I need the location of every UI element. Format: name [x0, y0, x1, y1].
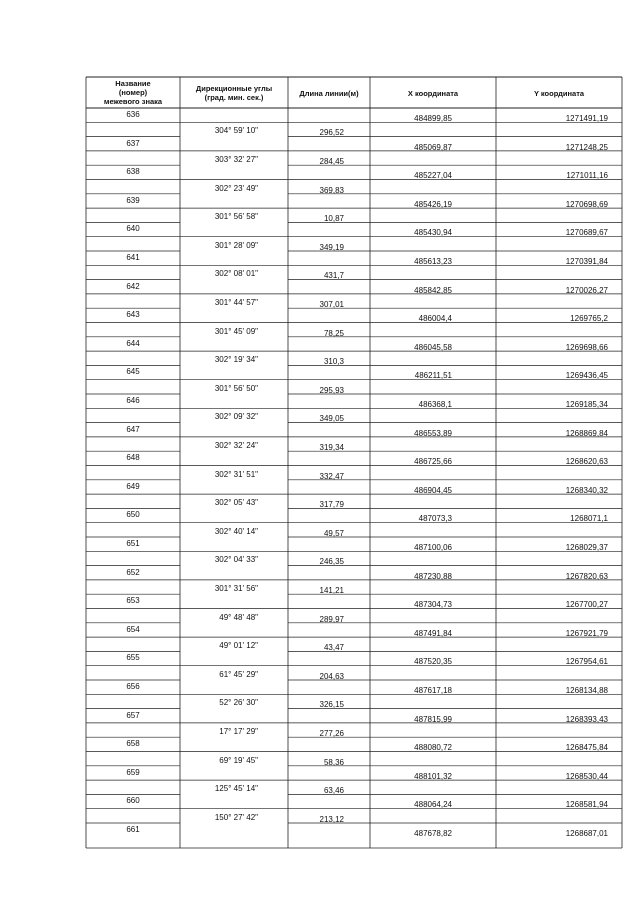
direction-angle: 301° 31' 56" [214, 583, 258, 593]
point-name: 643 [126, 310, 140, 320]
point-name: 646 [126, 396, 140, 405]
line-length: 10,87 [323, 214, 344, 224]
direction-angle: 302° 19' 34" [214, 355, 258, 365]
point-name: 657 [126, 710, 140, 720]
y-coordinate: 1267921,79 [565, 628, 608, 638]
x-coordinate: 485842,85 [414, 285, 452, 295]
point-name: 652 [126, 567, 140, 577]
y-coordinate: 1270698,69 [565, 199, 608, 209]
line-length: 78,25 [323, 328, 344, 338]
y-coordinate: 1267820,63 [565, 571, 608, 581]
direction-angle: 49° 01' 12" [219, 641, 258, 651]
x-coordinate: 486045,58 [414, 342, 452, 352]
line-length: 49,57 [323, 528, 344, 538]
line-length: 332,47 [319, 471, 344, 481]
line-length: 43,47 [323, 643, 344, 653]
x-coordinate: 488101,32 [414, 771, 452, 781]
direction-angle: 304° 59' 10" [214, 126, 258, 136]
point-name: 653 [126, 596, 140, 606]
y-coordinate: 1269698,66 [565, 342, 608, 352]
point-name: 650 [126, 510, 140, 520]
direction-angle: 17° 17' 29" [219, 726, 258, 736]
point-name: 647 [126, 424, 140, 434]
x-coordinate: 486004,4 [418, 314, 452, 324]
x-coordinate: 487520,35 [414, 657, 452, 667]
line-length: 326,15 [319, 700, 344, 710]
line-length: 289,97 [319, 614, 344, 624]
direction-angle: 303° 32' 27" [214, 154, 258, 164]
header-name-line2: (номер) [118, 88, 148, 97]
y-coordinate: 1270391,84 [565, 257, 608, 266]
x-coordinate: 486553,89 [414, 428, 452, 438]
direction-angle: 301° 56' 50" [214, 383, 258, 393]
y-coordinate: 1269765,2 [570, 314, 608, 324]
line-length: 296,52 [319, 128, 344, 138]
x-coordinate: 487100,06 [414, 543, 452, 552]
point-name: 659 [126, 767, 140, 777]
point-name: 655 [126, 653, 140, 663]
header-length: Длина линии(м) [299, 89, 359, 98]
direction-angle: 302° 08' 01" [214, 269, 258, 279]
direction-angle: 302° 32' 24" [214, 440, 258, 450]
point-name: 660 [126, 796, 140, 806]
y-coordinate: 1268869,84 [565, 428, 608, 438]
direction-angle: 150° 27' 42" [214, 812, 258, 822]
line-length: 246,35 [319, 557, 344, 567]
x-coordinate: 485430,94 [414, 228, 452, 238]
y-coordinate: 1268620,63 [565, 457, 608, 467]
y-coordinate: 1270689,67 [565, 228, 608, 238]
y-coordinate: 1267700,27 [565, 600, 608, 610]
x-coordinate: 487617,18 [414, 686, 452, 695]
point-name: 658 [126, 739, 140, 749]
line-length: 431,7 [323, 271, 344, 281]
line-length: 213,12 [319, 814, 344, 824]
y-coordinate: 1268340,32 [565, 485, 608, 495]
line-length: 141,21 [319, 585, 344, 595]
y-coordinate: 1268071,1 [570, 514, 608, 524]
header-name-line3: межевого знака [103, 97, 163, 106]
x-coordinate: 487304,73 [414, 600, 452, 610]
x-coordinate: 487815,99 [414, 714, 452, 724]
point-name: 656 [126, 682, 140, 691]
line-length: 317,79 [319, 500, 344, 510]
point-name: 640 [126, 224, 140, 234]
direction-angle: 302° 05' 43" [214, 498, 258, 508]
direction-angle: 302° 31' 51" [214, 469, 258, 479]
line-length: 307,01 [319, 299, 344, 309]
direction-angle: 302° 40' 14" [214, 526, 258, 536]
header-x: X координата [407, 89, 459, 98]
y-coordinate: 1271011,16 [566, 171, 608, 181]
y-coordinate: 1268581,94 [565, 800, 608, 810]
x-coordinate: 486904,45 [414, 485, 452, 495]
point-name: 661 [126, 825, 140, 834]
x-coordinate: 485069,87 [414, 142, 452, 152]
direction-angle: 61° 45' 29" [219, 669, 258, 679]
y-coordinate: 1268530,44 [565, 771, 608, 781]
point-name: 642 [126, 281, 140, 291]
line-length: 284,45 [319, 156, 344, 166]
direction-angle: 301° 44' 57" [214, 297, 258, 307]
direction-angle: 302° 09' 32" [214, 412, 258, 422]
line-length: 58,36 [323, 757, 344, 767]
y-coordinate: 1267954,61 [565, 657, 608, 667]
direction-angle: 301° 45' 09" [214, 326, 258, 336]
line-length: 295,93 [319, 385, 344, 395]
y-coordinate: 1268134,88 [565, 686, 608, 695]
point-name: 651 [126, 539, 140, 548]
direction-angle: 302° 23' 49" [214, 183, 258, 193]
direction-angle: 125° 45' 14" [214, 784, 258, 794]
x-coordinate: 484899,85 [414, 114, 452, 123]
direction-angle: 301° 28' 09" [214, 240, 258, 250]
y-coordinate: 1268475,84 [565, 743, 608, 753]
line-length: 310,3 [323, 357, 344, 367]
direction-angle: 52° 26' 30" [219, 698, 258, 708]
y-coordinate: 1271248,25 [565, 142, 608, 152]
y-coordinate: 1270026,27 [565, 285, 608, 295]
line-length: 349,19 [319, 242, 344, 252]
direction-angle: 302° 04' 33" [214, 555, 258, 565]
direction-angle: 69° 19' 45" [219, 755, 258, 765]
line-length: 369,83 [319, 185, 344, 195]
point-name: 637 [126, 138, 140, 148]
point-name: 645 [126, 367, 140, 377]
header-name-line1: Название [115, 79, 151, 88]
y-coordinate: 1268393,43 [565, 714, 608, 724]
direction-angle: 49° 48' 48" [219, 612, 258, 622]
line-length: 277,26 [319, 728, 344, 738]
header-angle-line1: Дирекционные углы [195, 84, 273, 93]
x-coordinate: 485426,19 [414, 199, 452, 209]
point-name: 638 [126, 167, 140, 177]
line-length: 204,63 [319, 671, 344, 681]
x-coordinate: 485227,04 [414, 171, 452, 181]
x-coordinate: 487230,88 [414, 571, 452, 581]
x-coordinate: 485613,23 [414, 257, 452, 266]
x-coordinate: 486725,66 [414, 457, 452, 467]
y-coordinate: 1269185,34 [565, 400, 608, 409]
header-name [86, 79, 180, 106]
point-name: 644 [126, 338, 140, 348]
x-coordinate: 486368,1 [418, 400, 452, 409]
header-y: Y координата [533, 89, 585, 98]
point-name: 636 [126, 110, 140, 119]
point-name: 648 [126, 453, 140, 463]
x-coordinate: 488064,24 [414, 800, 452, 810]
y-coordinate: 1268029,37 [565, 543, 608, 552]
line-length: 319,34 [319, 442, 344, 452]
x-coordinate: 488080,72 [414, 743, 452, 753]
header-angle [180, 84, 288, 102]
x-coordinate: 487491,84 [414, 628, 452, 638]
line-length: 349,05 [319, 414, 344, 424]
header-angle-line2: (град. мин. сек.) [204, 93, 264, 102]
x-coordinate: 487678,82 [414, 829, 452, 838]
x-coordinate: 486211,51 [414, 371, 452, 381]
line-length: 63,46 [323, 786, 344, 796]
point-name: 649 [126, 481, 140, 491]
point-name: 654 [126, 624, 140, 634]
y-coordinate: 1269436,45 [565, 371, 608, 381]
y-coordinate: 1271491,19 [565, 114, 608, 123]
direction-angle: 301° 56' 58" [214, 212, 258, 222]
x-coordinate: 487073,3 [418, 514, 452, 524]
point-name: 639 [126, 195, 140, 205]
point-name: 641 [126, 253, 140, 262]
y-coordinate: 1268687,01 [565, 829, 608, 838]
